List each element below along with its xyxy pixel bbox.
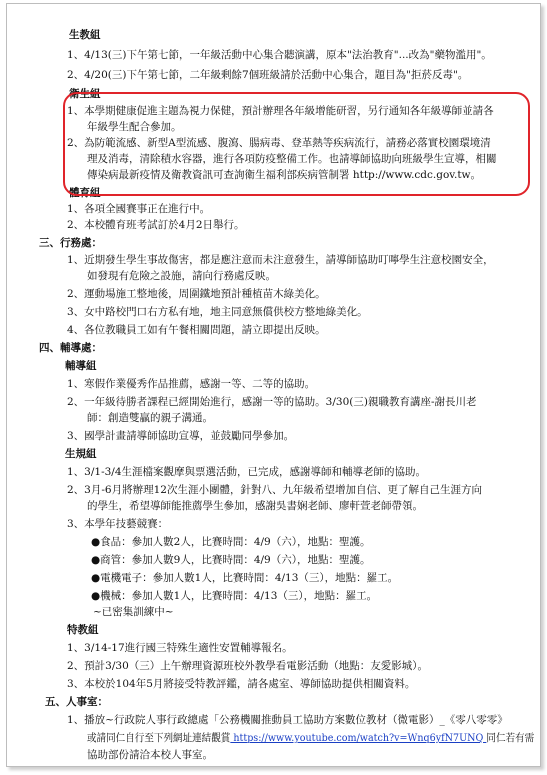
text-line — [67, 69, 468, 82]
line-text: 1、各項全國賽事正在進行中。 — [67, 203, 211, 215]
text-line — [87, 412, 213, 425]
text-line — [67, 714, 508, 727]
line-text: 特教組 — [67, 624, 99, 636]
section-heading — [39, 237, 102, 250]
line-text: 1、寒假作業優秀作品推薦，感謝一等、二等的協助。 — [67, 378, 316, 390]
section-heading — [45, 696, 108, 709]
line-text: 衛生組 — [69, 88, 101, 100]
line-text: 3、國學計畫請導師協助宣導，並鼓勵同學參加。 — [67, 430, 295, 442]
text-line — [91, 590, 377, 603]
text-line — [67, 396, 477, 409]
line-text: 2、為防範流感、新型A型流感、腹瀉、腸病毒、登革熱等疾病流行，請務必落實校園環境清 — [67, 137, 491, 149]
text-line — [67, 288, 326, 301]
line-text: 1、3/1-3/4生涯檔案觀摩與票選活動，已完成，感謝導師和輔導老師的協助。 — [67, 466, 427, 478]
line-text: 2、運動場施工整地後，周圍鐵地預計種植苗木綠美化。 — [67, 288, 326, 300]
line-text: 如發現有危險之設施，請向行務處反映。 — [87, 270, 276, 282]
line-text: 五、人事室： — [45, 696, 108, 708]
line-text: 生教組 — [69, 29, 101, 41]
section-heading — [65, 448, 97, 461]
text-line — [67, 324, 326, 337]
line-text: 3、本學年技藝競賽： — [67, 518, 169, 530]
line-text: 1、3/14-17進行國三特殊生適性安置輔導報名。 — [67, 642, 293, 654]
text-line — [67, 466, 426, 479]
line-text: 2、4/20(三)下午第七節，二年級剩餘7個班級請於活動中心集合，題目為"拒菸反毒"。 — [67, 69, 469, 81]
text-line — [67, 49, 492, 62]
line-text: 2、一年級待勝者課程已經開始進行，感謝一等的協助。3/30(三)親職教育講座-謝長川老 — [67, 396, 477, 408]
text-line — [87, 500, 423, 513]
highlight-box — [63, 92, 530, 196]
line-text: 4、各位教職員工如有午餐相關問題，請立即提出反映。 — [67, 324, 326, 336]
text-line — [67, 430, 294, 443]
text-line — [87, 732, 534, 745]
section-heading — [65, 360, 97, 373]
line-text: 2、3月-6月將辦理12次生涯小團體，針對八、九年級希望增加自信、更了解自己生涯方向 — [67, 484, 482, 496]
text-line — [87, 749, 213, 762]
youtube-link[interactable]: https://www.youtube.com/watch?v=Wnq6yfN7UNQ — [230, 732, 487, 744]
line-text: ●商管：參加人數9人，比賽時間：4/9（六），地點：聖護。 — [91, 554, 371, 566]
text-line — [87, 270, 276, 283]
line-text: 協助部份請洽本校人事室。 — [87, 749, 213, 761]
text-line — [67, 203, 210, 216]
section-heading — [67, 624, 99, 637]
text-line — [67, 484, 482, 497]
line-text: 1、近期發生學生事故傷害，都是應注意而未注意發生，請導師協助叮嚀學生注意校園安全， — [67, 254, 494, 266]
line-text: ●機械：參加人數1人，比賽時間：4/13（三），地點：羅工。 — [91, 590, 378, 602]
text-line — [67, 219, 245, 232]
text-line — [67, 306, 368, 319]
line-text: 年級學生配合參加。 — [87, 121, 182, 133]
text-line — [67, 660, 428, 673]
line-text: 傳染病最新疫情及衛教資訊可查詢衛生福利部疾病管制署 http://www.cdc.gov.tw。 — [87, 169, 482, 181]
line-text: 1、4/13(三)下午第七節，一年級活動中心集合聽演講，原本"法治教育"...改為"藥物濫用"。 — [67, 49, 492, 61]
line-text: 1、播放~行政院人事行政總處「公務機關推動員工協助方案數位教材（微電影）_《零八零零》 — [67, 714, 508, 726]
line-text: 體育組 — [69, 187, 101, 199]
text-line — [67, 642, 293, 655]
line-text: ●電機電子：參加人數1人，比賽時間：4/13（三），地點：羅工。 — [91, 572, 399, 584]
line-text: 四、輔導處： — [39, 342, 102, 354]
line-text: 師：創造雙贏的親子溝通。 — [87, 412, 213, 424]
text-line — [91, 536, 371, 549]
text-line — [67, 678, 415, 691]
document-page — [6, 3, 541, 767]
section-heading — [39, 342, 102, 355]
line-text: ●食品：參加人數2人，比賽時間：4/9（六），地點：聖護。 — [91, 536, 371, 548]
text-line — [93, 606, 174, 619]
line-text: 2、本校體育班考試訂於4月2日舉行。 — [67, 219, 245, 231]
text-line — [67, 518, 168, 531]
line-text: 理及消毒，清除積水容器，進行各項防疫整備工作。也請導師協助向班級學生宣導，相關 — [87, 153, 497, 165]
line-text: 或請同仁自行至下列網址連結觀賞 — [87, 732, 231, 744]
line-text: 三、行務處： — [39, 237, 102, 249]
line-text: ~已密集訓練中~ — [93, 606, 174, 618]
text-line — [67, 378, 315, 391]
line-text: 生規組 — [65, 448, 97, 460]
text-line — [91, 572, 398, 585]
text-line — [67, 254, 494, 267]
line-text-continued: 同仁若有需 — [486, 732, 535, 744]
line-text: 輔導組 — [65, 360, 97, 372]
line-text: 3、本校於104年5月將接受特教評鑑，請各處室、導師協助提供相關資料。 — [67, 678, 416, 690]
line-text: 1、本學期健康促進主題為視力保健，預計辦理各年級增能研習，另行通知各年級導師並請各 — [67, 105, 494, 117]
line-text: 2、預計3/30（三）上午辦理資源班校外教學看電影活動（地點：友愛影城）。 — [67, 660, 429, 672]
section-heading — [69, 29, 101, 42]
line-text: 3、女中路校門口右方私有地，地主同意無償供校方整地綠美化。 — [67, 306, 368, 318]
line-text: 的學生，希望導師能推薦學生參加，感謝吳書娴老師、廖軒萱老師帶領。 — [87, 500, 423, 512]
text-line — [91, 554, 371, 567]
